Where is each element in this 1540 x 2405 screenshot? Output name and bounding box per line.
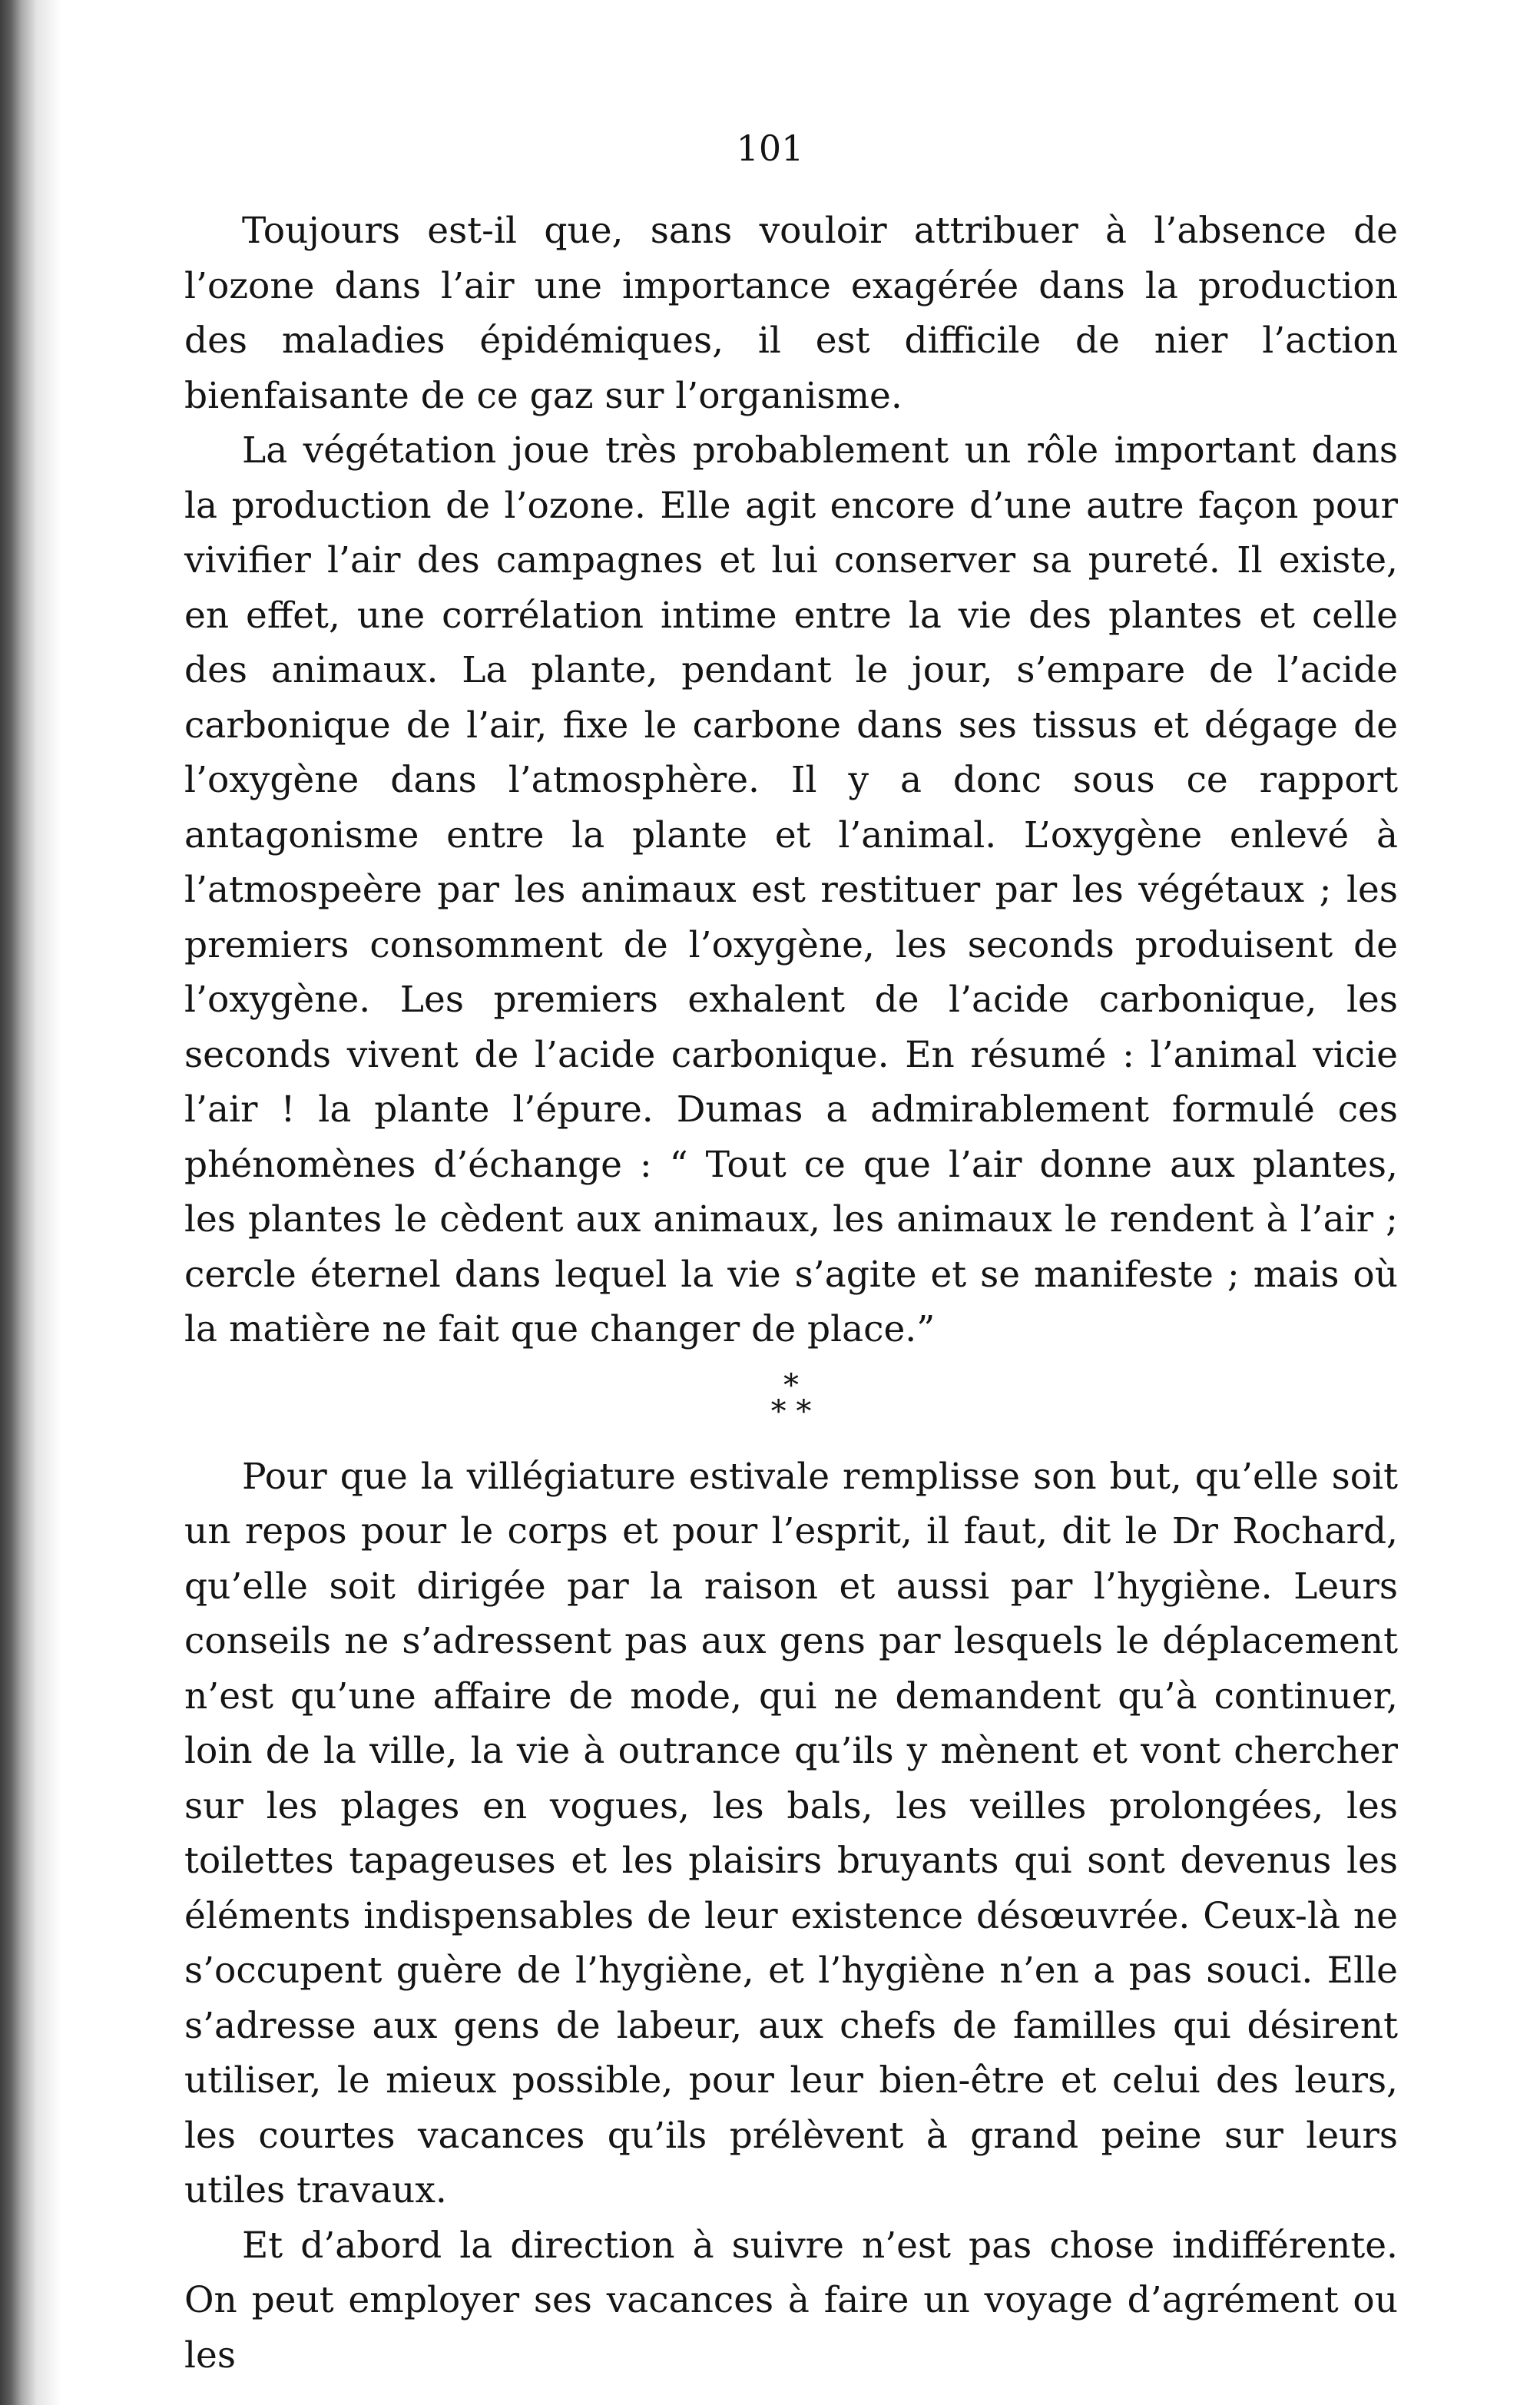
paragraph-vegetation: La végétation joue très probablement un rôle important dans la production de l’ozone. Elle agit encore d’une autre façon pour vivifier l’air des campagnes et lui conserver sa pureté. Il existe, en effet, une corrélation intime entre la vie des plantes et celle des animaux. La plante, pendant le jour, s’empare de l’acide carbonique de l’air, fixe le carbone dans ses tissus et dégage de l’oxygène dans l’atmosphère. Il y a donc sous ce rapport antagonisme entre la plante et l’animal. L’oxygène enlevé à l’atmospeère par les animaux est restituer par les végétaux ; les premiers consomment de l’oxygène, les seconds produisent de l’oxygène. Les premiers exhalent de l’acide carbonique, les seconds vivent de l’acide carbonique. En résumé : l’animal vicie l’air ! la plante l’épure. Dumas a admirablement formulé ces phénomènes d’échange : “ Tout ce que l’air donne aux plantes, les plantes le cèdent aux animaux, les animaux le rendent à l’air ; cercle éternel dans lequel la vie s’agite et se manifeste ; mais où la matière ne fait que changer de place.” (184, 429, 1398, 1350)
body-text (184, 204, 1398, 2383)
section-separator (184, 1367, 1398, 1429)
paragraph-ozone: Toujours est-il que, sans vouloir attribuer à l’absence de l’ozone dans l’air une importance exagérée dans la production des maladies épidémiques, il est difficile de nier l’action bienfaisante de ce gaz sur l’organisme. (184, 210, 1398, 417)
asterism-bottom: * * (770, 1393, 812, 1429)
asterism-top: * (783, 1367, 799, 1403)
binding-edge-shadow (0, 0, 61, 2405)
paragraph-villegiature: Pour que la villégiature estivale remplisse son but, qu’elle soit un repos pour le corps et pour l’esprit, il faut, dit le Dr Rochard, qu’elle soit dirigée par la raison et aussi par l’hygiène. Leurs conseils ne s’adressent pas aux gens par lesquels le déplacement n’est qu’une affaire de mode, qui ne demandent qu’à continuer, loin de la ville, la vie à outrance qu’ils y mènent et vont chercher sur les plages en vogues, les bals, les veilles prolongées, les toilettes tapageuses et les plaisirs bruyants qui sont devenus les éléments indispensables de leur existence désœuvrée. Ceux-là ne s’occupent guère de l’hygiène, et l’hygiène n’en a pas souci. Elle s’adresse aux gens de labeur, aux chefs de familles qui désirent utiliser, le mieux possible, pour leur bien-être et celui des leurs, les courtes vacances qu’ils prélèvent à grand peine sur leurs utiles travaux. (184, 1455, 1398, 2211)
page-number: 101 (736, 128, 804, 169)
paragraph-direction: Et d’abord la direction à suivre n’est pas chose indifférente. On peut employer ses vacances à faire un voyage d’agrément ou les (184, 2224, 1398, 2377)
